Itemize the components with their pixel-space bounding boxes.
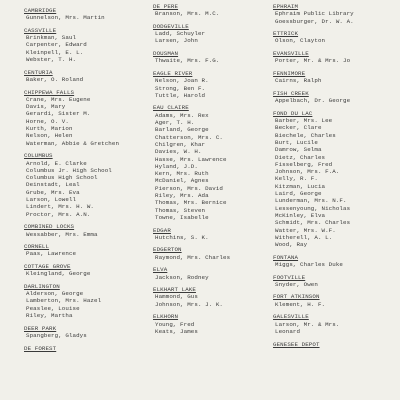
town-heading: ETTRICK [273, 30, 299, 38]
name-entry: Branson, Mrs. M.C. [155, 10, 220, 18]
town-heading: EDGERTON [153, 246, 182, 254]
name-entry: Strong, Ben F. [155, 84, 206, 92]
name-entry: Laird, George [275, 190, 322, 198]
name-entry: Watter, Mrs. W.F. [275, 226, 336, 234]
name-entry: Barland, George [155, 126, 209, 134]
town-section [273, 341, 398, 348]
name-entry: Klement, H. F. [275, 300, 326, 308]
town-heading: GENESEE DEPOT [273, 340, 320, 348]
name-entry: Larson, Mr. & Mrs. [275, 320, 340, 328]
town-section [153, 104, 278, 221]
name-entry: Thomas, Steven [155, 206, 206, 214]
name-entry: Paas, Lawrence [26, 250, 77, 258]
town-heading: DODGEVILLE [153, 22, 189, 30]
name-entry: Chilgren, Khar [155, 140, 206, 148]
name-entry: Snyder, Owen [275, 280, 318, 288]
name-entry: Columbus Jr. High School [26, 166, 112, 174]
name-entry: Adams, Mrs. Rex [155, 111, 209, 119]
town-heading: GALESVILLE [273, 313, 309, 321]
name-entry: Alderson, George [26, 290, 84, 298]
name-entry: Becker, Clare [275, 124, 322, 132]
name-entry: Olson, Clayton [275, 37, 326, 45]
name-entry: Johnson, Mrs. F.A. [275, 168, 340, 176]
town-heading: CHIPPEWA FALLS [24, 88, 75, 96]
town-heading: FISH CREEK [273, 89, 309, 97]
name-entry: Riley, Martha [26, 312, 73, 320]
name-entry: Ager, T. H. [155, 119, 195, 127]
name-entry: Carpenter, Edward [26, 41, 87, 49]
town-heading: DE PERE [153, 3, 179, 10]
name-entry: Burt, Lucile [275, 138, 318, 146]
name-entry: Davis, Mary [26, 103, 66, 111]
name-entry: Cairns, Ralph [275, 77, 322, 85]
town-heading: EDGAR [153, 226, 171, 234]
name-entry: Arnold, E. Clarke [26, 159, 87, 167]
name-entry: Wessabber, Mrs. Emma [26, 230, 98, 238]
town-heading: EPHRAIM [273, 3, 299, 10]
town-heading: EVANSVILLE [273, 50, 309, 58]
town-section [273, 254, 398, 269]
name-entry: Miggs, Charles Duke [275, 260, 343, 268]
name-entry: Waterman, Abbie & Gretchen [26, 139, 120, 147]
name-entry: Hasse, Mrs. Lawrence [155, 155, 227, 163]
name-entry: Proctor, Mrs. A.N. [26, 210, 91, 218]
town-section [24, 89, 149, 147]
town-heading: EAU CLAIRE [153, 104, 189, 112]
name-entry: Damrow, Selma [275, 146, 322, 154]
name-entry: Davies, W. H. [155, 148, 202, 156]
town-heading: ELVA [153, 266, 168, 274]
name-entry: Dietz, Charles [275, 153, 326, 161]
town-heading: FOND DU LAC [273, 109, 313, 117]
name-entry: Nelson, Joan R. [155, 77, 209, 85]
town-section [273, 110, 398, 249]
town-section [273, 313, 398, 335]
town-section [24, 223, 149, 238]
name-entry: McDaniel, Agnes [155, 177, 209, 185]
town-heading: ELKHORN [153, 313, 179, 321]
town-section [153, 246, 278, 261]
name-entry: Lindert, Mrs. H. W. [26, 203, 94, 211]
name-entry: Deinstadt, Leal [26, 181, 80, 189]
town-heading: DE FOREST [24, 344, 57, 352]
name-entry: Peaslee, Louise [26, 304, 80, 312]
column-3 [273, 3, 398, 353]
town-section [273, 3, 398, 25]
town-heading: FENNIMORE [273, 69, 306, 77]
name-entry: Baker, O. Roland [26, 75, 84, 83]
name-entry: Porter, Mr. & Mrs. Jo [275, 57, 351, 65]
town-heading: COTTAGE GROVE [24, 262, 71, 270]
town-heading: CORNELL [24, 243, 50, 251]
name-entry: Grube, Mrs. Eva [26, 188, 80, 196]
name-entry: Columbus High School [26, 174, 98, 182]
town-section [153, 286, 278, 308]
name-entry: Webster, T. H. [26, 56, 77, 64]
town-heading: COMBINED LOCKS [24, 223, 75, 231]
town-section [153, 3, 278, 18]
name-entry: Nelson, Helen [26, 132, 73, 140]
name-entry: Leonard [275, 327, 301, 335]
name-entry: Witherell, A. L. [275, 233, 333, 241]
name-entry: Riley, Mrs. Ada [155, 192, 209, 200]
name-entry: Raymond, Mrs. Charles [155, 253, 231, 261]
name-entry: Gunnelson, Mrs. Martin [26, 14, 105, 22]
town-heading: FONTANA [273, 253, 299, 261]
town-section [24, 152, 149, 218]
column-2 [153, 3, 278, 341]
town-section [24, 27, 149, 63]
name-entry: Pierson, Mrs. David [155, 184, 223, 192]
name-entry: Jackson, Rodney [155, 273, 209, 281]
name-entry: Tuttle, Harold [155, 91, 206, 99]
name-entry: Kitzman, Lucia [275, 182, 326, 190]
town-heading: CASSVILLE [24, 26, 57, 34]
town-heading: CAMBRIDGE [24, 7, 57, 14]
name-entry: Towne, Isabelle [155, 213, 209, 221]
town-heading: FORT ATKINSON [273, 293, 320, 301]
name-entry: Chatterson, Mrs. C. [155, 133, 223, 141]
town-section [24, 345, 149, 352]
name-entry: Kern, Mrs. Ruth [155, 170, 209, 178]
name-entry: Larson, Lowell [26, 196, 77, 204]
name-entry: Kleinpell, E. L. [26, 48, 84, 56]
name-entry: Barber, Mrs. Lee [275, 117, 333, 125]
town-section [24, 243, 149, 258]
name-entry: Lessenyoung, Nicholas [275, 204, 351, 212]
name-entry: McKinley, Elva [275, 211, 326, 219]
name-entry: Spangberg, Gladys [26, 331, 87, 339]
name-entry: Kurth, Marion [26, 125, 73, 133]
town-section [24, 325, 149, 340]
town-heading: DARLINGTON [24, 282, 60, 290]
name-entry: Hutchins, S. K. [155, 233, 209, 241]
town-section [273, 90, 398, 105]
name-entry: Hyland, J.D. [155, 162, 198, 170]
town-section [153, 266, 278, 281]
name-entry: Kleingland, George [26, 270, 91, 278]
name-entry: Young, Fred [155, 320, 195, 328]
name-entry: Hammond, Gus [155, 293, 198, 301]
name-entry: Goessburger, Dr. W. A. [275, 17, 354, 25]
name-entry: Horne, O. V. [26, 117, 69, 125]
town-section [24, 69, 149, 84]
town-section [153, 227, 278, 242]
town-heading: COLUMBUS [24, 152, 53, 160]
town-section [153, 313, 278, 335]
name-entry: Brinkman, Saul [26, 34, 77, 42]
town-section [24, 263, 149, 278]
name-entry: Schmidt, Mrs. Charles [275, 219, 351, 227]
town-section [273, 70, 398, 85]
name-entry: Appelbach, Dr. George [275, 97, 351, 105]
name-entry: Ladd, Schuyler [155, 30, 206, 38]
town-heading: EAGLE RIVER [153, 69, 193, 77]
name-entry: Wood, Ray [275, 241, 308, 249]
name-entry: Gerardi, Sister M. [26, 110, 91, 118]
name-entry: Fisselberg, Fred [275, 160, 333, 168]
town-section [153, 23, 278, 45]
town-heading: DEER PARK [24, 324, 57, 332]
name-entry: Lamberton, Mrs. Hazel [26, 297, 102, 305]
town-section [273, 293, 398, 308]
name-entry: Thomas, Mrs. Bernice [155, 199, 227, 207]
town-section [24, 283, 149, 319]
name-entry: Johnson, Mrs. J. K. [155, 300, 223, 308]
town-section [273, 274, 398, 289]
town-heading: ELKHART LAKE [153, 286, 196, 294]
town-heading: CENTURIA [24, 68, 53, 76]
name-entry: Crane, Mrs. Eugene [26, 95, 91, 103]
name-entry: Ephraim Public Library [275, 10, 354, 18]
name-entry: Biechele, Charles [275, 131, 336, 139]
town-heading: DOUSMAN [153, 50, 179, 58]
town-section [273, 30, 398, 45]
name-entry: Kelly, R. F. [275, 175, 318, 183]
column-1 [24, 3, 149, 357]
town-heading: FOOTVILLE [273, 273, 306, 281]
town-section [24, 7, 149, 22]
town-section [153, 50, 278, 65]
name-entry: Keats, James [155, 327, 198, 335]
name-entry: Larsen, John [155, 37, 198, 45]
town-section [273, 50, 398, 65]
town-section [153, 70, 278, 99]
name-entry: Thwaite, Mrs. F.G. [155, 57, 220, 65]
name-entry: Lunderman, Mrs. N.F. [275, 197, 347, 205]
